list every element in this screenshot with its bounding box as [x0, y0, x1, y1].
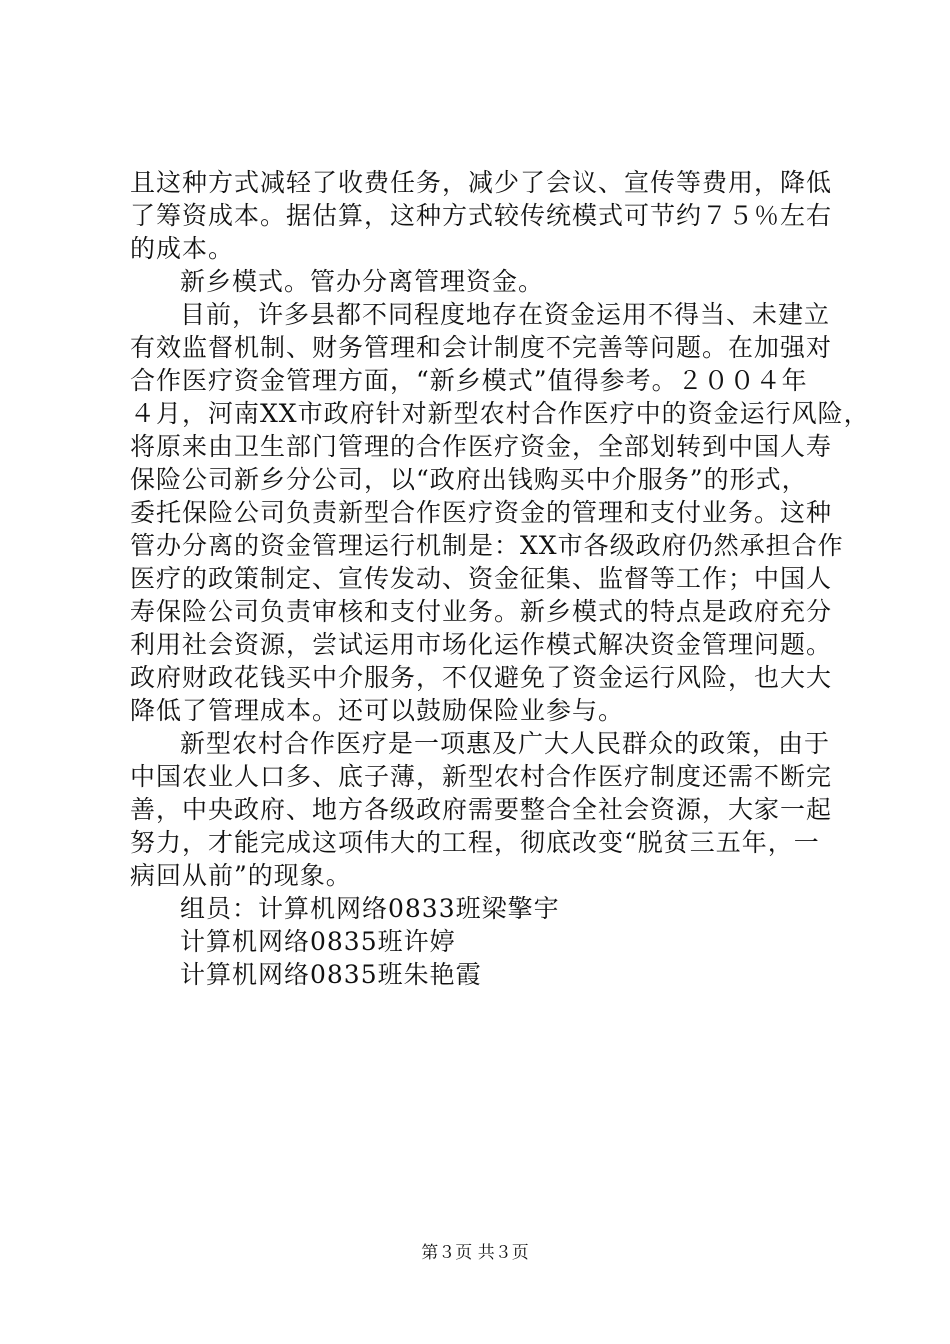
text-line: 政府财政花钱买中介服务，不仅避免了资金运行风险，也大大 — [130, 663, 833, 692]
text-line: 将原来由卫生部门管理的合作医疗资金，全部划转到中国人寿 — [130, 432, 833, 461]
text-line: 的成本。 — [130, 234, 235, 263]
team-member: 计算机网络0835班朱艳霞 — [180, 960, 482, 989]
text-line: 且这种方式减轻了收费任务，减少了会议、宣传等费用，降低 — [130, 168, 833, 197]
paragraph-start: 新型农村合作医疗是一项惠及广大人民群众的政策，由于 — [180, 729, 831, 758]
text-line: 降低了管理成本。还可以鼓励保险业参与。 — [130, 696, 625, 725]
text-line: 利用社会资源，尝试运用市场化运作模式解决资金管理问题。 — [130, 630, 833, 659]
text-line: ４月，河南XX市政府针对新型农村合作医疗中的资金运行风险， — [130, 399, 870, 428]
document-body — [130, 166, 870, 991]
text-line: 寿保险公司负责审核和支付业务。新乡模式的特点是政府充分 — [130, 597, 833, 626]
page-footer — [0, 1243, 950, 1263]
section-heading: 新乡模式。管办分离管理资金。 — [180, 267, 545, 296]
text-line: 病回从前”的现象。 — [130, 861, 352, 890]
text-line: 医疗的政策制定、宣传发动、资金征集、监督等工作；中国人 — [130, 564, 833, 593]
team-members-label: 组员：计算机网络0833班梁擎宇 — [180, 894, 560, 923]
text-line: 善，中央政府、地方各级政府需要整合全社会资源，大家一起 — [130, 795, 833, 824]
page-number: 第３页 共３页 — [421, 1243, 529, 1263]
text-line: 有效监督机制、财务管理和会计制度不完善等问题。在加强对 — [130, 333, 833, 362]
paragraph-start: 目前，许多县都不同程度地存在资金运用不得当、未建立 — [180, 300, 831, 329]
text-line: 管办分离的资金管理运行机制是：XX市各级政府仍然承担合作 — [130, 531, 844, 560]
text-line: 中国农业人口多、底子薄，新型农村合作医疗制度还需不断完 — [130, 762, 833, 791]
text-line: 委托保险公司负责新型合作医疗资金的管理和支付业务。这种 — [130, 498, 833, 527]
text-line: 了筹资成本。据估算，这种方式较传统模式可节约７５％左右 — [130, 201, 833, 230]
text-line: 努力，才能完成这项伟大的工程，彻底改变“脱贫三五年，一 — [130, 828, 820, 857]
text-line: 合作医疗资金管理方面，“新乡模式”值得参考。２００４年 — [130, 366, 808, 395]
text-line: 保险公司新乡分公司，以“政府出钱购买中介服务”的形式， — [130, 465, 808, 494]
team-member: 计算机网络0835班许婷 — [180, 927, 456, 956]
